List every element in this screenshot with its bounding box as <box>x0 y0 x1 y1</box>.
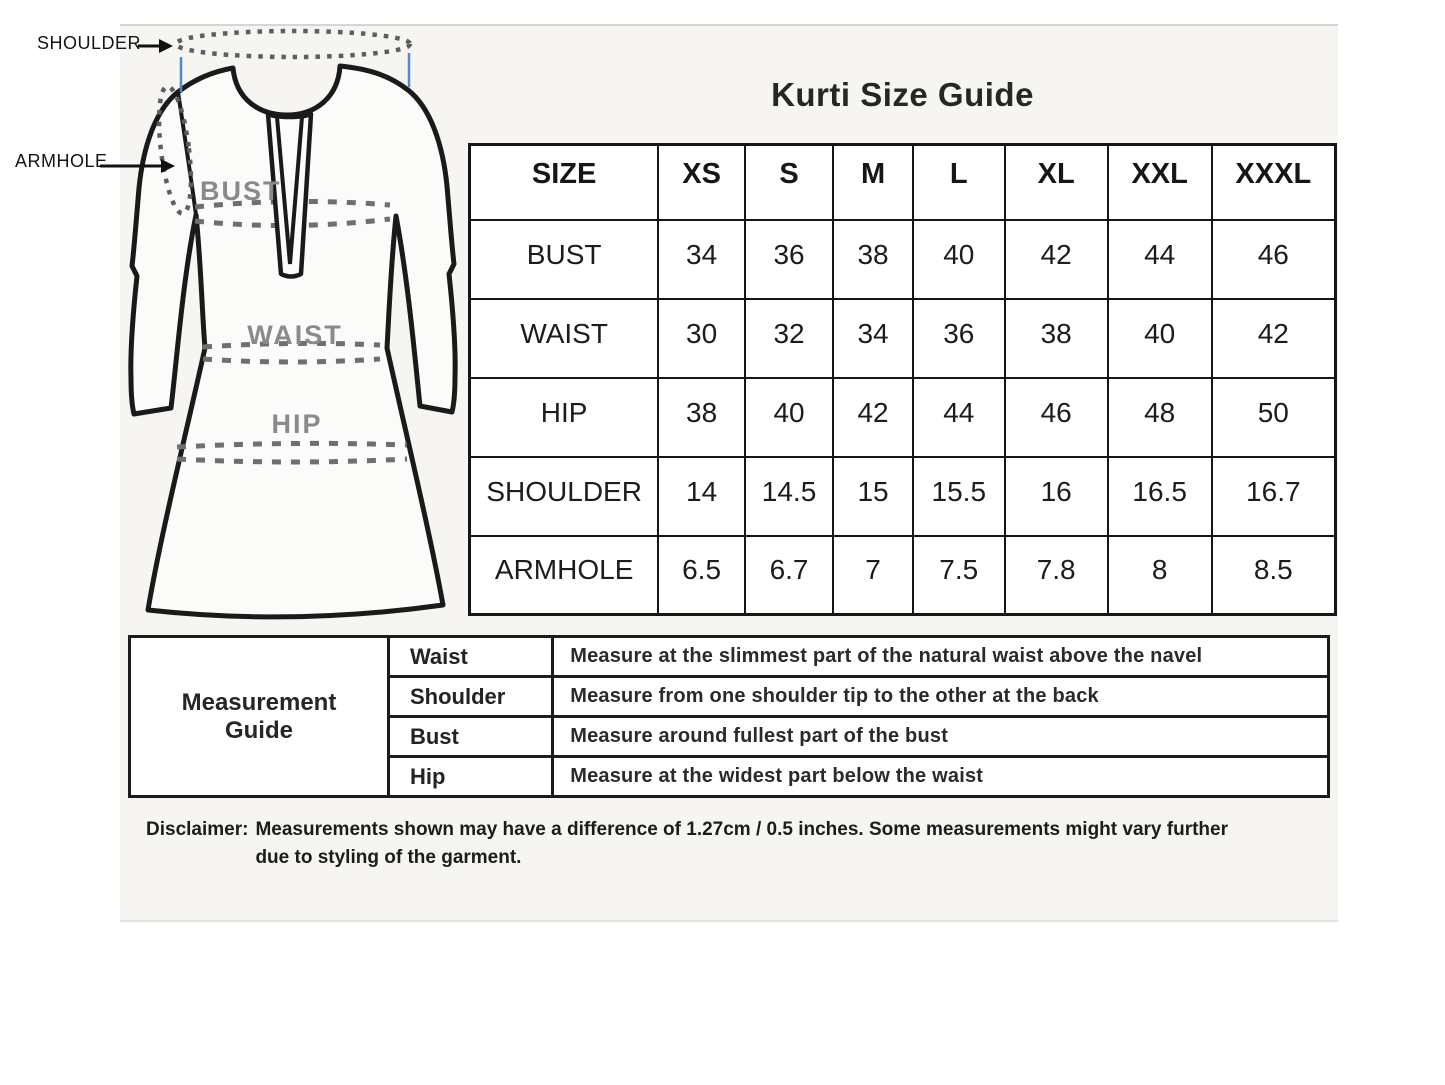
disclaimer-label: Disclaimer: <box>146 819 249 840</box>
measure-description: Measure at the widest part below the waist <box>553 757 1329 797</box>
size-value: 7 <box>833 536 913 615</box>
size-table-header-cell: XXXL <box>1212 145 1336 220</box>
measurement-guide-heading <box>130 637 389 797</box>
size-value: 7.8 <box>1005 536 1108 615</box>
shoulder-dotted-ellipse <box>176 31 410 57</box>
size-value: 36 <box>745 220 833 299</box>
measure-description: Measure around fullest part of the bust <box>553 717 1329 757</box>
size-value: 38 <box>833 220 913 299</box>
disclaimer <box>146 816 1338 872</box>
shoulder-arrow <box>138 39 173 53</box>
size-value: 50 <box>1212 378 1336 457</box>
measure-label: Waist <box>388 637 552 677</box>
size-value: 6.7 <box>745 536 833 615</box>
measure-label: Hip <box>388 757 552 797</box>
size-value: 32 <box>745 299 833 378</box>
bust-label: BUST <box>200 176 282 206</box>
size-table-header-cell: XXL <box>1108 145 1212 220</box>
measurement-guide-row <box>130 637 1329 677</box>
size-value: 34 <box>658 220 745 299</box>
size-table-header-cell: L <box>913 145 1005 220</box>
size-table-row-bust <box>470 220 1336 299</box>
kurti-diagram <box>0 14 480 654</box>
size-value: 38 <box>1005 299 1108 378</box>
size-table-header-row <box>470 145 1336 220</box>
size-table-header-cell: XS <box>658 145 745 220</box>
size-table-row-armhole <box>470 536 1336 615</box>
hip-label: HIP <box>271 409 323 439</box>
size-value: 16.7 <box>1212 457 1336 536</box>
row-label: ARMHOLE <box>470 536 659 615</box>
size-table-header-cell: S <box>745 145 833 220</box>
measurement-guide-table <box>128 635 1330 798</box>
size-value: 46 <box>1212 220 1336 299</box>
size-value: 8 <box>1108 536 1212 615</box>
size-value: 40 <box>745 378 833 457</box>
measurement-guide-heading-line1: Measurement <box>181 688 337 716</box>
size-value: 44 <box>1108 220 1212 299</box>
size-value: 48 <box>1108 378 1212 457</box>
size-table-row-shoulder <box>470 457 1336 536</box>
size-table-row-hip <box>470 378 1336 457</box>
size-value: 46 <box>1005 378 1108 457</box>
row-label: BUST <box>470 220 659 299</box>
size-value: 6.5 <box>658 536 745 615</box>
size-table <box>468 143 1337 616</box>
disclaimer-text <box>255 816 1228 872</box>
size-table-header-cell: M <box>833 145 913 220</box>
disclaimer-line2: due to styling of the garment. <box>255 847 522 868</box>
size-value: 42 <box>833 378 913 457</box>
measure-description: Measure from one shoulder tip to the other at the back <box>553 677 1329 717</box>
size-value: 7.5 <box>913 536 1005 615</box>
size-table-row-waist <box>470 299 1336 378</box>
page-title: Kurti Size Guide <box>771 76 1034 113</box>
size-value: 15 <box>833 457 913 536</box>
row-label: WAIST <box>470 299 659 378</box>
armhole-arrow <box>100 159 175 173</box>
size-value: 36 <box>913 299 1005 378</box>
size-value: 42 <box>1005 220 1108 299</box>
size-value: 44 <box>913 378 1005 457</box>
size-value: 30 <box>658 299 745 378</box>
size-value: 16 <box>1005 457 1108 536</box>
disclaimer-line1: Measurements shown may have a difference of 1.27cm / 0.5 inches. Some measurements might vary further <box>255 819 1228 840</box>
size-value: 8.5 <box>1212 536 1336 615</box>
size-table-header-cell: SIZE <box>470 145 659 220</box>
measure-description: Measure at the slimmest part of the natural waist above the navel <box>553 637 1329 677</box>
measure-label: Shoulder <box>388 677 552 717</box>
size-value: 40 <box>1108 299 1212 378</box>
measurement-guide-heading-line2: Guide <box>224 716 293 744</box>
size-value: 40 <box>913 220 1005 299</box>
size-value: 42 <box>1212 299 1336 378</box>
size-value: 16.5 <box>1108 457 1212 536</box>
armhole-annotation-label: ARMHOLE <box>15 151 108 171</box>
row-label: SHOULDER <box>470 457 659 536</box>
shoulder-annotation-label: SHOULDER <box>37 33 142 53</box>
size-value: 34 <box>833 299 913 378</box>
size-value: 38 <box>658 378 745 457</box>
size-value: 15.5 <box>913 457 1005 536</box>
size-value: 14.5 <box>745 457 833 536</box>
row-label: HIP <box>470 378 659 457</box>
size-value: 14 <box>658 457 745 536</box>
size-table-header-cell: XL <box>1005 145 1108 220</box>
waist-label: WAIST <box>247 320 343 350</box>
measure-label: Bust <box>388 717 552 757</box>
